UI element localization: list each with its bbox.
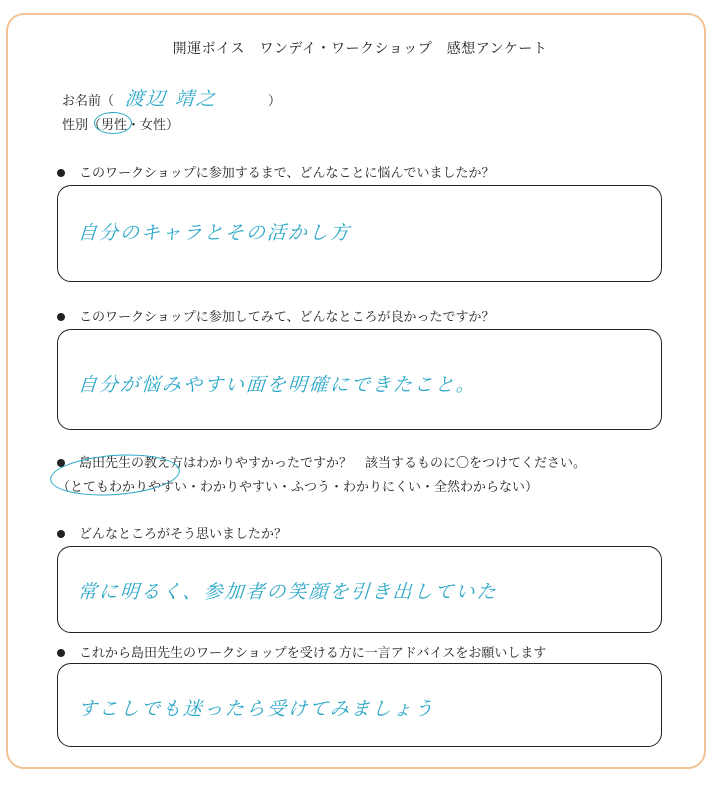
answer-4: 常に明るく、参加者の笑顔を引き出していた bbox=[77, 581, 499, 603]
gender-row: 性別（男性・女性） bbox=[62, 118, 180, 133]
name-value: 渡辺 靖之 bbox=[124, 88, 218, 110]
question-1 bbox=[57, 162, 494, 181]
answer-5: すこしでも迷ったら受けてみましょう bbox=[77, 698, 436, 720]
bullet-icon bbox=[57, 649, 65, 657]
answer-box-4 bbox=[57, 546, 662, 633]
name-label: お名前（ bbox=[62, 94, 115, 109]
question-4 bbox=[57, 523, 287, 542]
question-2-text: このワークショップに参加してみて、どんなところが良かったですか？ bbox=[79, 310, 495, 325]
form-title: 開運ボイス ワンデイ・ワークショップ 感想アンケート bbox=[172, 41, 548, 57]
question-2 bbox=[57, 306, 494, 325]
name-row bbox=[62, 90, 114, 109]
bullet-icon bbox=[57, 313, 65, 321]
question-3-text: 島田先生の教え方はわかりやすかったですか？ 該当するものに〇をつけてください。 bbox=[79, 456, 587, 471]
answer-box-1 bbox=[57, 185, 662, 282]
rating-options: （とてもわかりやすい・わかりやすい・ふつう・わかりにくい・全然わからない） bbox=[57, 480, 539, 495]
bullet-icon bbox=[57, 169, 65, 177]
bullet-icon bbox=[57, 530, 65, 538]
question-5-text: これから島田先生のワークショップを受ける方に一言アドバイスをお願いします bbox=[79, 646, 547, 661]
question-1-text: このワークショップに参加するまで、どんなことに悩んでいましたか？ bbox=[79, 166, 495, 181]
answer-box-2 bbox=[57, 329, 662, 430]
gender-circle-mark bbox=[94, 112, 132, 134]
answer-1: 自分のキャラとその活かし方 bbox=[77, 222, 352, 244]
answer-2: 自分が悩みやすい面を明確にできたこと。 bbox=[77, 374, 478, 396]
answer-box-5 bbox=[57, 663, 662, 747]
name-close-paren: ） bbox=[268, 94, 282, 109]
question-4-text: どんなところがそう思いましたか？ bbox=[79, 527, 288, 542]
question-5 bbox=[57, 642, 546, 661]
